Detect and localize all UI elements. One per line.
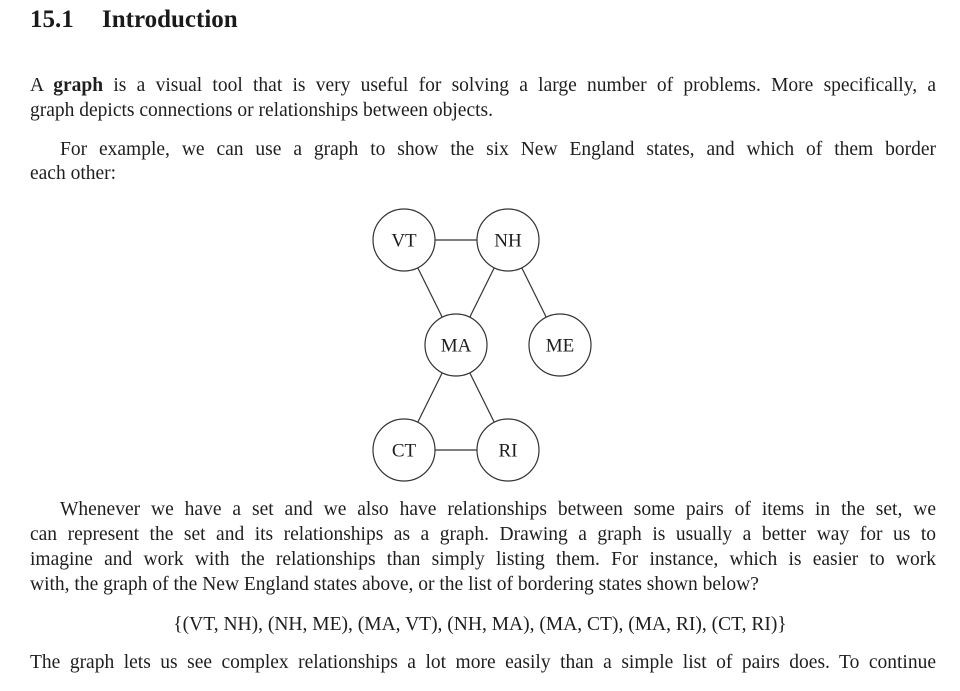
node-label: RI	[498, 440, 518, 462]
node-label: MA	[440, 335, 472, 357]
node-ct	[373, 419, 435, 481]
node-label: CT	[391, 440, 417, 462]
node-label: VT	[391, 230, 417, 252]
paragraph-2-line-1: For example, we can use a graph to show the six New England states, and which of them border	[60, 139, 936, 160]
node-ma	[425, 314, 487, 376]
paragraph-3-line-4: with, the graph of the New England states above, or the list of bordering states shown below?	[30, 574, 759, 595]
text-run: A	[30, 75, 54, 96]
node-nh	[477, 209, 539, 271]
node-vt	[373, 209, 435, 271]
node-ri	[477, 419, 539, 481]
node-label: ME	[545, 335, 575, 357]
bordering-pairs-list: {(VT, NH), (NH, ME), (MA, VT), (NH, MA), (MA, CT), (MA, RI), (CT, RI)}	[173, 614, 787, 635]
node-me	[529, 314, 591, 376]
section-title: Introduction	[102, 6, 238, 33]
term-graph: graph	[53, 75, 104, 96]
section-number: 15.1	[30, 6, 74, 33]
paragraph-4-line-1: The graph lets us see complex relationships a lot more easily than a simple list of pairs does. To continue	[30, 652, 936, 673]
paragraph-3-line-2: can represent the set and its relationships as a graph. Drawing a graph is usually a better way for us to	[30, 524, 936, 545]
node-label: NH	[494, 230, 522, 252]
paragraph-2-line-2: each other:	[30, 163, 117, 184]
text-run: is a visual tool that is very useful for solving a large number of problems. More specifically, a	[103, 75, 936, 96]
paragraph-3-line-3: imagine and work with the relationships than simply listing them. For instance, which is easier to work	[30, 549, 936, 570]
paragraph-1-line-2: graph depicts connections or relationships between objects.	[30, 100, 493, 121]
paragraph-3-line-1: Whenever we have a set and we also have relationships between some pairs of items in the set, we	[60, 499, 936, 520]
